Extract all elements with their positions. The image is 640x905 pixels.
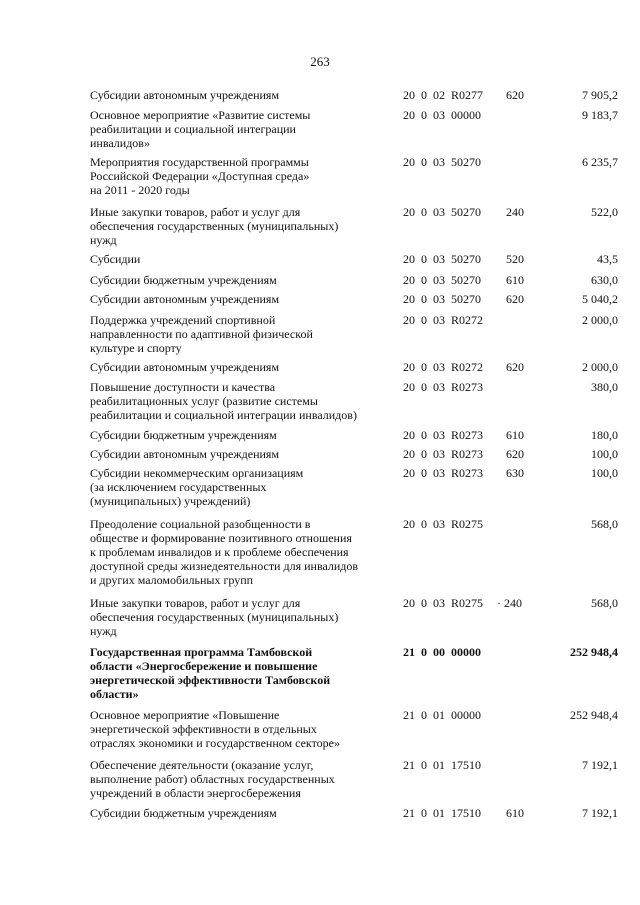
- row-amount: 380,0: [591, 380, 618, 394]
- row-name: Поддержка учреждений спортивной направленности по адаптивной физической культуре и спорту: [90, 313, 313, 355]
- row-amount: 9 183,7: [582, 108, 618, 122]
- row-code: 21 0 01 17510: [403, 806, 481, 820]
- row-name: Основное мероприятие «Развитие системы реабилитации и социальной интеграции инвалидов»: [90, 108, 311, 150]
- row-name: Основное мероприятие «Повышение энергетической эффективности в отдельных отраслях экономики и государственном секторе»: [90, 708, 340, 750]
- row-code: 20 0 03 50270: [403, 155, 481, 169]
- row-code: 20 0 03 R0273: [403, 380, 484, 394]
- row-amount: 7 192,1: [582, 806, 618, 820]
- row-name: Субсидии автономным учреждениям: [90, 360, 280, 374]
- row-amount: 6 235,7: [582, 155, 618, 169]
- row-amount: 7 905,2: [582, 88, 618, 102]
- row-expense-type: 620: [506, 292, 524, 306]
- row-code: 21 0 01 00000: [403, 708, 481, 722]
- row-code: 20 0 03 R0273: [403, 447, 484, 461]
- row-expense-type: 630: [506, 466, 524, 480]
- row-name: Иные закупки товаров, работ и услуг для обеспечения государственных (муниципальных) нужд: [90, 596, 339, 638]
- row-expense-type: 240: [506, 205, 524, 219]
- row-expense-type: 620: [506, 88, 524, 102]
- row-name: Иные закупки товаров, работ и услуг для обеспечения государственных (муниципальных) нужд: [90, 205, 339, 247]
- row-code: 20 0 03 R0273: [403, 466, 484, 480]
- row-code: 20 0 03 R0272: [403, 313, 484, 327]
- row-amount: 100,0: [591, 447, 618, 461]
- row-code: 20 0 03 50270: [403, 252, 481, 266]
- row-name: Субсидии автономным учреждениям: [90, 447, 280, 461]
- row-amount: 630,0: [591, 273, 618, 287]
- row-code: 20 0 03 50270: [403, 205, 481, 219]
- row-code: 21 0 00 00000: [403, 645, 481, 659]
- row-amount: 5 040,2: [582, 292, 618, 306]
- row-amount: 2 000,0: [582, 360, 618, 374]
- page-number: 263: [310, 54, 330, 69]
- row-amount: 252 948,4: [570, 708, 618, 722]
- row-code: 21 0 01 17510: [403, 758, 481, 772]
- row-expense-type: 610: [506, 806, 524, 820]
- row-code: 20 0 03 R0275: [403, 517, 484, 531]
- row-name: Субсидии: [90, 252, 141, 266]
- row-name: Субсидии автономным учреждениям: [90, 88, 280, 102]
- row-code: 20 0 03 R0272: [403, 360, 484, 374]
- row-name: Субсидии некоммерческим организациям (за исключением государственных (муниципальных) учреждений): [90, 466, 304, 508]
- row-name: Обеспечение деятельности (оказание услуг, выполнение работ) областных государственных учреждений в области энергосбережения: [90, 758, 335, 800]
- row-code: 20 0 03 R0273: [403, 428, 484, 442]
- row-code: 20 0 03 50270: [403, 273, 481, 287]
- row-amount: 568,0: [591, 517, 618, 531]
- row-name: Субсидии бюджетным учреждениям: [90, 806, 277, 820]
- row-amount: 7 192,1: [582, 758, 618, 772]
- row-amount: 252 948,4: [570, 645, 618, 659]
- row-expense-type: 620: [506, 360, 524, 374]
- row-code: 20 0 03 50270: [403, 292, 481, 306]
- row-amount: 522,0: [591, 205, 618, 219]
- row-name: Государственная программа Тамбовской области «Энергосбережение и повышение энергетической эффективности Тамбовской области»: [90, 645, 331, 701]
- row-name: Мероприятия государственной программы Российской Федерации «Доступная среда» на 2011 - 2020 годы: [90, 155, 310, 197]
- row-amount: 100,0: [591, 466, 618, 480]
- row-expense-type: · 240: [497, 596, 522, 610]
- row-name: Преодоление социальной разобщенности в обществе и формирование позитивного отношения к проблемам инвалидов и к проблеме обеспечения доступной среды жизнедеятельности для инвалидов и других маломобильных групп: [90, 517, 359, 587]
- row-amount: 180,0: [591, 428, 618, 442]
- row-code: 20 0 03 R0275: [403, 596, 484, 610]
- row-expense-type: 620: [506, 447, 524, 461]
- row-amount: 43,5: [597, 252, 618, 266]
- row-amount: 568,0: [591, 596, 618, 610]
- row-code: 20 0 02 R0277: [403, 88, 484, 102]
- row-amount: 2 000,0: [582, 313, 618, 327]
- row-expense-type: 610: [506, 273, 524, 287]
- row-expense-type: 610: [506, 428, 524, 442]
- row-name: Повышение доступности и качества реабилитационных услуг (развитие системы реабилитации и социальной интеграции инвалидов): [90, 380, 357, 422]
- row-name: Субсидии бюджетным учреждениям: [90, 273, 277, 287]
- row-expense-type: 520: [506, 252, 524, 266]
- row-name: Субсидии автономным учреждениям: [90, 292, 280, 306]
- row-name: Субсидии бюджетным учреждениям: [90, 428, 277, 442]
- row-code: 20 0 03 00000: [403, 108, 481, 122]
